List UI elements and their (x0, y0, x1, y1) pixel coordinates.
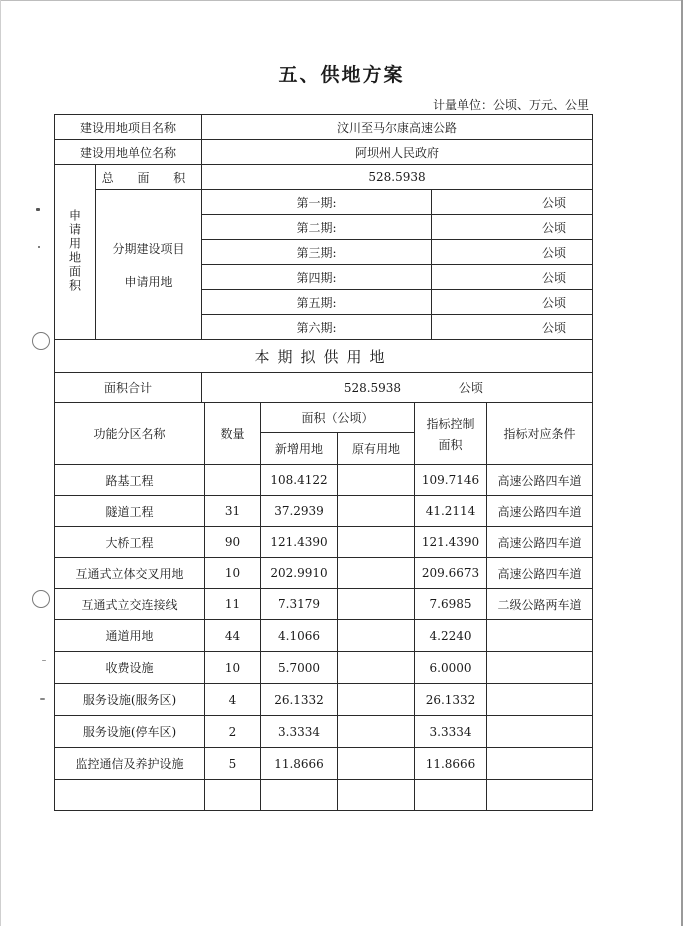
row-qty: 10 (205, 652, 261, 684)
row-condition (487, 684, 593, 716)
scan-speck (42, 660, 46, 661)
row-existing-land (338, 465, 415, 496)
row-new-land: 202.9910 (261, 558, 338, 589)
row-new-land: 4.1066 (261, 620, 338, 652)
unit-name-value: 阿坝州人民政府 (202, 140, 593, 165)
row-name: 路基工程 (55, 465, 205, 496)
row-qty: 44 (205, 620, 261, 652)
phase-label-cell (96, 190, 202, 340)
apply-area-side-label (55, 165, 96, 340)
land-supply-table-detail (54, 402, 593, 811)
table-row (55, 620, 593, 652)
row-condition (487, 652, 593, 684)
row-qty (205, 465, 261, 496)
area-total-unit: 公顷 (458, 381, 483, 395)
phase-5-unit: 公顷 (432, 290, 593, 315)
row-new-land: 108.4122 (261, 465, 338, 496)
table-row (55, 748, 593, 780)
row-existing-land (338, 780, 415, 811)
row-condition (487, 620, 593, 652)
area-total-label: 面积合计 (55, 373, 202, 403)
row-qty: 11 (205, 589, 261, 620)
phase-6-unit: 公顷 (432, 315, 593, 340)
row-existing-land (338, 558, 415, 589)
table-row (55, 465, 593, 496)
binder-hole (32, 590, 50, 608)
row-new-land: 5.7000 (261, 652, 338, 684)
unit-name-label: 建设用地单位名称 (55, 140, 202, 165)
header-area: 面积（公顷） (261, 403, 415, 433)
phase-1-unit: 公顷 (432, 190, 593, 215)
row-name: 监控通信及养护设施 (55, 748, 205, 780)
units-note: 计量单位：公顷、万元、公里 (432, 98, 589, 112)
header-condition: 指标对应条件 (487, 403, 593, 465)
total-area-value: 528.5938 (202, 165, 593, 190)
table-row (55, 684, 593, 716)
row-name: 通道用地 (55, 620, 205, 652)
row-control: 26.1332 (415, 684, 487, 716)
project-name-value: 汶川至马尔康高速公路 (202, 115, 593, 140)
row-qty: 4 (205, 684, 261, 716)
phase-3-unit: 公顷 (432, 240, 593, 265)
row-control: 7.6985 (415, 589, 487, 620)
phase-2-unit: 公顷 (432, 215, 593, 240)
row-new-land: 7.3179 (261, 589, 338, 620)
phase-6-label: 第六期: (202, 315, 432, 340)
project-name-label: 建设用地项目名称 (55, 115, 202, 140)
row-existing-land (338, 527, 415, 558)
row-existing-land (338, 620, 415, 652)
header-existing-land: 原有用地 (338, 433, 415, 465)
row-name: 互通式立交连接线 (55, 589, 205, 620)
phase-4-label: 第四期: (202, 265, 432, 290)
row-name: 互通式立体交叉用地 (55, 558, 205, 589)
page-title: 五、供地方案 (278, 64, 405, 86)
table-row (55, 496, 593, 527)
table-row (55, 716, 593, 748)
row-control: 6.0000 (415, 652, 487, 684)
row-new-land: 37.2939 (261, 496, 338, 527)
scan-speck (36, 208, 40, 211)
binder-hole (32, 332, 50, 350)
table-row (55, 589, 593, 620)
row-condition: 高速公路四车道 (487, 465, 593, 496)
header-quantity: 数量 (205, 403, 261, 465)
phase-5-label: 第五期: (202, 290, 432, 315)
row-existing-land (338, 748, 415, 780)
area-total-value: 528.5938 (343, 381, 402, 395)
row-qty: 5 (205, 748, 261, 780)
row-condition (487, 716, 593, 748)
table-row (55, 558, 593, 589)
row-condition: 二级公路两车道 (487, 589, 593, 620)
row-name: 隧道工程 (55, 496, 205, 527)
row-new-land: 3.3334 (261, 716, 338, 748)
row-control: 4.2240 (415, 620, 487, 652)
supply-section-title: 本期拟供用地 (55, 340, 593, 373)
phase-1-label: 第一期: (202, 190, 432, 215)
row-qty: 90 (205, 527, 261, 558)
row-existing-land (338, 684, 415, 716)
scan-speck (38, 246, 40, 248)
row-name: 服务设施(停车区) (55, 716, 205, 748)
row-condition (487, 780, 593, 811)
scan-speck (40, 698, 45, 700)
row-control: 3.3334 (415, 716, 487, 748)
area-total-cell (202, 373, 593, 403)
row-new-land (261, 780, 338, 811)
apply-area-side-text: 申请用地面积 (67, 208, 82, 293)
phase-label-line1: 分期建设项目 (112, 241, 185, 256)
row-name: 服务设施(服务区) (55, 684, 205, 716)
row-new-land: 121.4390 (261, 527, 338, 558)
table-row (55, 652, 593, 684)
row-qty: 10 (205, 558, 261, 589)
row-control: 109.7146 (415, 465, 487, 496)
row-existing-land (338, 652, 415, 684)
page-edge (0, 0, 683, 1)
row-existing-land (338, 589, 415, 620)
phase-label-line2: 申请用地 (124, 274, 173, 289)
row-qty: 31 (205, 496, 261, 527)
row-control: 41.2114 (415, 496, 487, 527)
page-edge (0, 0, 1, 926)
row-control: 11.8666 (415, 748, 487, 780)
header-control (415, 403, 487, 465)
row-condition (487, 748, 593, 780)
header-new-land: 新增用地 (261, 433, 338, 465)
phase-3-label: 第三期: (202, 240, 432, 265)
header-control-line2: 面积 (438, 437, 463, 452)
row-control: 121.4390 (415, 527, 487, 558)
row-qty (205, 780, 261, 811)
total-area-label: 总 面 积 (96, 165, 202, 190)
row-name: 收费设施 (55, 652, 205, 684)
land-supply-table-top (54, 114, 593, 403)
row-condition: 高速公路四车道 (487, 527, 593, 558)
header-control-line1: 指标控制 (426, 416, 475, 431)
row-control: 209.6673 (415, 558, 487, 589)
row-existing-land (338, 496, 415, 527)
row-new-land: 11.8666 (261, 748, 338, 780)
table-row (55, 527, 593, 558)
row-existing-land (338, 716, 415, 748)
row-condition: 高速公路四车道 (487, 496, 593, 527)
row-name: 大桥工程 (55, 527, 205, 558)
table-row (55, 780, 593, 811)
header-function: 功能分区名称 (55, 403, 205, 465)
phase-4-unit: 公顷 (432, 265, 593, 290)
row-name (55, 780, 205, 811)
row-control (415, 780, 487, 811)
row-new-land: 26.1332 (261, 684, 338, 716)
row-condition: 高速公路四车道 (487, 558, 593, 589)
phase-2-label: 第二期: (202, 215, 432, 240)
row-qty: 2 (205, 716, 261, 748)
